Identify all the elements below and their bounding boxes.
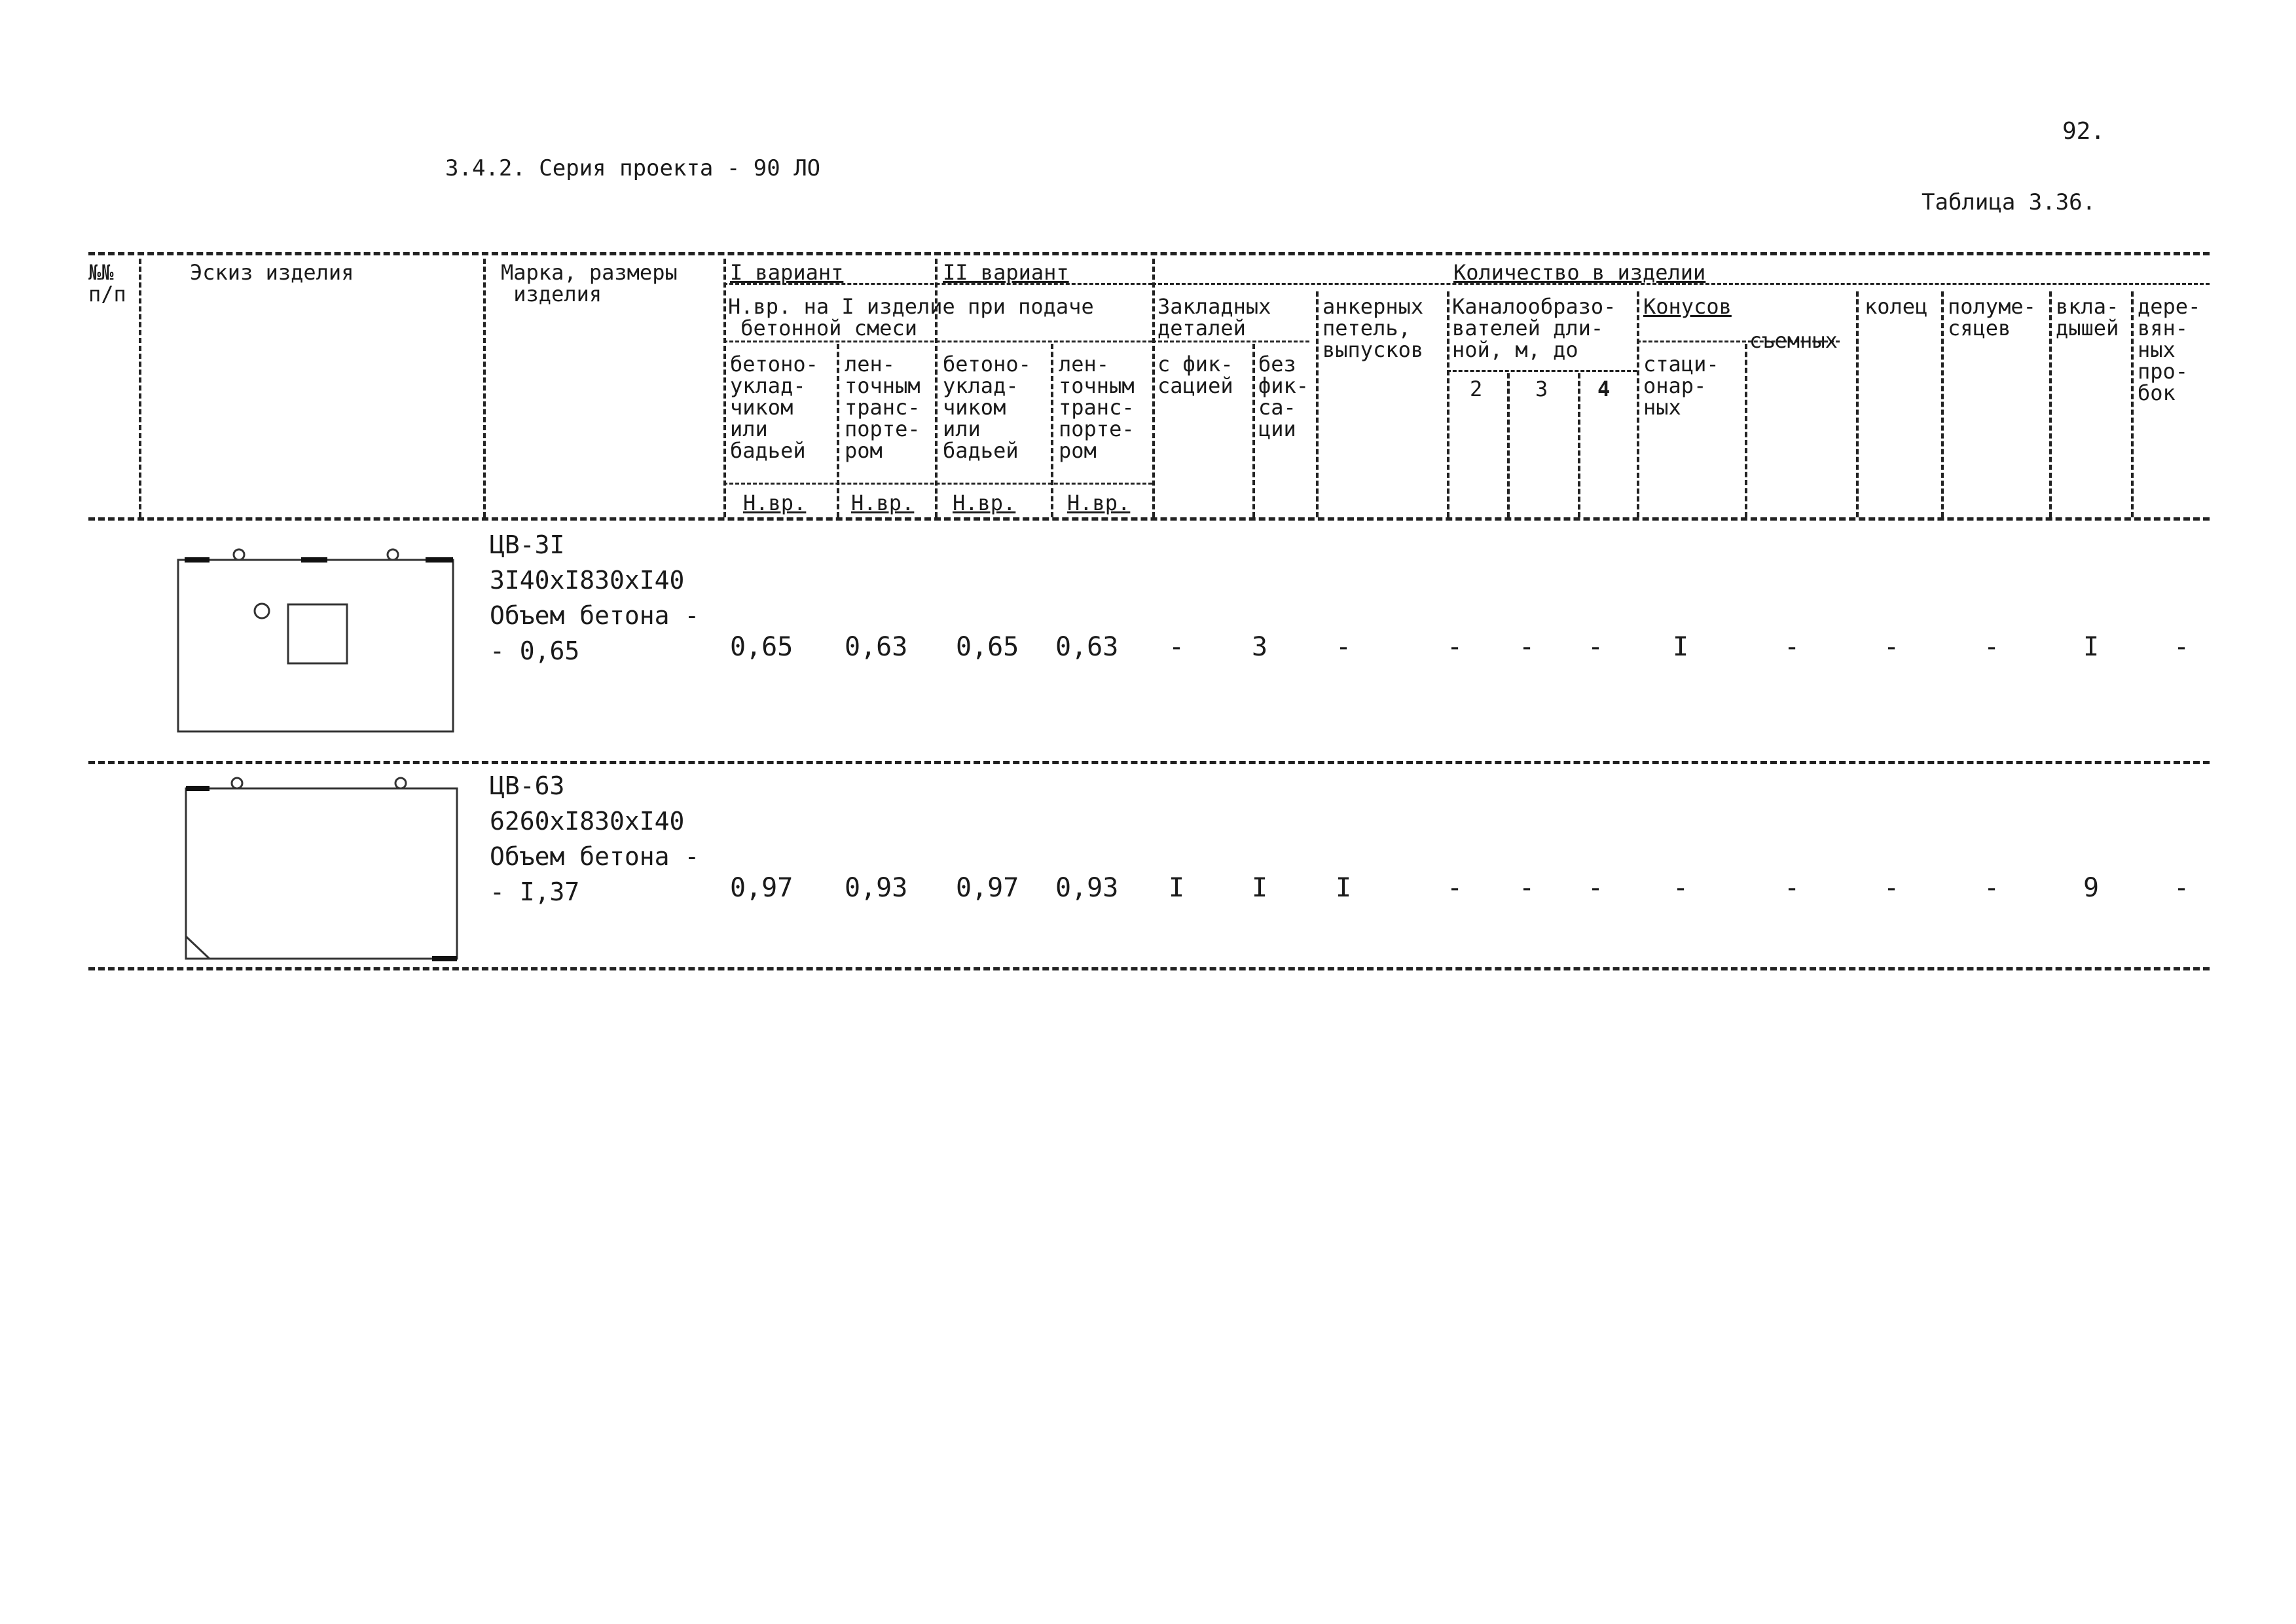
header-unit-v2b: Н.вр. bbox=[1067, 490, 1131, 515]
header-half-moons: полуме- сяцев bbox=[1948, 294, 2036, 341]
col-divider-v1a bbox=[837, 344, 839, 517]
header-variant1: I вариант bbox=[730, 260, 844, 285]
header-unit-v2a: Н.вр. bbox=[953, 490, 1016, 515]
header-units-rule bbox=[723, 483, 1152, 485]
row1-ch2: - bbox=[1447, 632, 1463, 662]
header-nvr-group: Н.вр. на I изделие при подаче бетонной смеси bbox=[728, 294, 1094, 341]
col-divider-ch2 bbox=[1507, 373, 1510, 517]
page-number: 92. bbox=[2062, 118, 2105, 145]
sketch-cv63 bbox=[177, 773, 465, 963]
col-divider-no bbox=[139, 259, 141, 517]
row1-anchor: - bbox=[1336, 632, 1352, 662]
header-channel: Каналообразо- вателей дли- ной, м, до bbox=[1452, 294, 1616, 362]
row1-size: 3I40хI830хI40 bbox=[490, 566, 685, 595]
row-separator-rule bbox=[88, 761, 2210, 764]
row2-half-moons: - bbox=[1984, 873, 2000, 903]
row2-size: 6260хI830хI40 bbox=[490, 807, 685, 836]
header-rings: колец bbox=[1865, 294, 1928, 319]
header-with-fix: с фик- сацией bbox=[1157, 352, 1233, 398]
row2-without-fix: I bbox=[1252, 873, 1268, 903]
header-ch4: 4 bbox=[1597, 377, 1611, 401]
row1-removable: - bbox=[1784, 632, 1800, 662]
row2-rings: - bbox=[1884, 873, 1900, 903]
table-label: Таблица 3.36. bbox=[1922, 189, 2096, 215]
row1-volume: - 0,65 bbox=[490, 637, 580, 665]
table-bottom-rule bbox=[88, 967, 2210, 970]
row1-v1-bucket: 0,65 bbox=[730, 632, 793, 662]
row1-v1-belt: 0,63 bbox=[845, 632, 908, 662]
row2-volume-label: Объем бетона - bbox=[490, 842, 700, 871]
row1-stationary: I bbox=[1673, 632, 1689, 662]
header-bottom-rule bbox=[88, 517, 2210, 521]
row2-ch3: - bbox=[1519, 873, 1535, 903]
row2-v2-belt: 0,93 bbox=[1055, 873, 1119, 903]
col-divider-ch3 bbox=[1578, 373, 1580, 517]
header-wood-plugs: дере- вян- ных про- бок bbox=[2138, 294, 2201, 405]
row1-volume-label: Объем бетона - bbox=[490, 601, 700, 630]
col-divider-sketch bbox=[483, 259, 486, 517]
header-cones: Конусов bbox=[1643, 294, 1732, 319]
header-stationary: стаци- онар- ных bbox=[1643, 352, 1719, 420]
row2-ch2: - bbox=[1447, 873, 1463, 903]
row2-inserts: 9 bbox=[2083, 873, 2100, 903]
row2-v1-belt: 0,93 bbox=[845, 873, 908, 903]
col-divider-inserts bbox=[2131, 291, 2134, 517]
row1-inserts: I bbox=[2083, 632, 2100, 662]
header-sketch: Эскиз изделия bbox=[190, 260, 354, 285]
col-divider-channel bbox=[1637, 291, 1639, 517]
row1-v2-bucket: 0,65 bbox=[956, 632, 1019, 662]
row1-rings: - bbox=[1884, 632, 1900, 662]
header-nvr-rule bbox=[723, 341, 1152, 342]
row1-with-fix: - bbox=[1169, 632, 1185, 662]
col-divider-rings bbox=[1941, 291, 1944, 517]
header-ch3: 3 bbox=[1535, 377, 1548, 401]
header-without-fix: без фик- са- ции bbox=[1258, 352, 1309, 441]
header-inserts: вкла- дышей bbox=[2056, 294, 2119, 341]
header-mark: Марка, размеры изделия bbox=[501, 260, 678, 306]
header-embedded-rule bbox=[1152, 341, 1309, 342]
header-no: №№ п/п bbox=[88, 260, 126, 306]
sketch-cv31 bbox=[170, 534, 458, 750]
section-title: 3.4.2. Серия проекта - 90 ЛО bbox=[445, 155, 821, 181]
col-divider-stationary bbox=[1745, 344, 1747, 517]
header-v2-bucket: бетоно- уклад- чиком или бадьей bbox=[943, 352, 1031, 463]
row2-with-fix: I bbox=[1169, 873, 1185, 903]
row1-ch3: - bbox=[1519, 632, 1535, 662]
header-anchor: анкерных петель, выпусков bbox=[1322, 294, 1424, 362]
header-unit-v1b: Н.вр. bbox=[851, 490, 915, 515]
header-v1-bucket: бетоно- уклад- чиком или бадьей bbox=[730, 352, 818, 463]
row2-stationary: - bbox=[1673, 873, 1689, 903]
header-unit-v1a: Н.вр. bbox=[743, 490, 807, 515]
row1-v2-belt: 0,63 bbox=[1055, 632, 1119, 662]
col-divider-cones bbox=[1856, 291, 1859, 517]
col-divider-fix bbox=[1252, 344, 1255, 517]
header-v1-belt: лен- точным транс- порте- ром bbox=[845, 352, 920, 463]
row2-v1-bucket: 0,97 bbox=[730, 873, 793, 903]
table-top-rule bbox=[88, 252, 2210, 255]
header-quantity: Количество в изделии bbox=[1453, 260, 1706, 285]
row2-v2-bucket: 0,97 bbox=[956, 873, 1019, 903]
col-divider-mark bbox=[723, 259, 726, 517]
row1-without-fix: 3 bbox=[1252, 632, 1268, 662]
col-divider-halfmoons bbox=[2049, 291, 2052, 517]
header-ch2: 2 bbox=[1470, 377, 1483, 401]
row2-wood-plugs: - bbox=[2174, 873, 2190, 903]
row1-wood-plugs: - bbox=[2174, 632, 2190, 662]
row1-half-moons: - bbox=[1984, 632, 2000, 662]
row2-mark: ЦВ-63 bbox=[490, 771, 565, 800]
row1-mark: ЦВ-3I bbox=[490, 530, 565, 559]
header-variant2: II вариант bbox=[943, 260, 1069, 285]
row2-ch4: - bbox=[1588, 873, 1604, 903]
col-divider-v2a bbox=[1051, 344, 1053, 517]
row2-anchor: I bbox=[1336, 873, 1352, 903]
row2-volume: - I,37 bbox=[490, 877, 580, 906]
header-embedded: Закладных деталей bbox=[1157, 294, 1271, 341]
col-divider-embedded bbox=[1316, 291, 1319, 517]
header-removable: съемных bbox=[1749, 328, 1838, 353]
col-divider-v2b bbox=[1152, 259, 1155, 517]
row1-ch4: - bbox=[1588, 632, 1604, 662]
header-v2-belt: лен- точным транс- порте- ром bbox=[1059, 352, 1135, 463]
col-divider-anchor bbox=[1447, 291, 1449, 517]
header-channel-rule bbox=[1447, 370, 1637, 372]
row2-removable: - bbox=[1784, 873, 1800, 903]
